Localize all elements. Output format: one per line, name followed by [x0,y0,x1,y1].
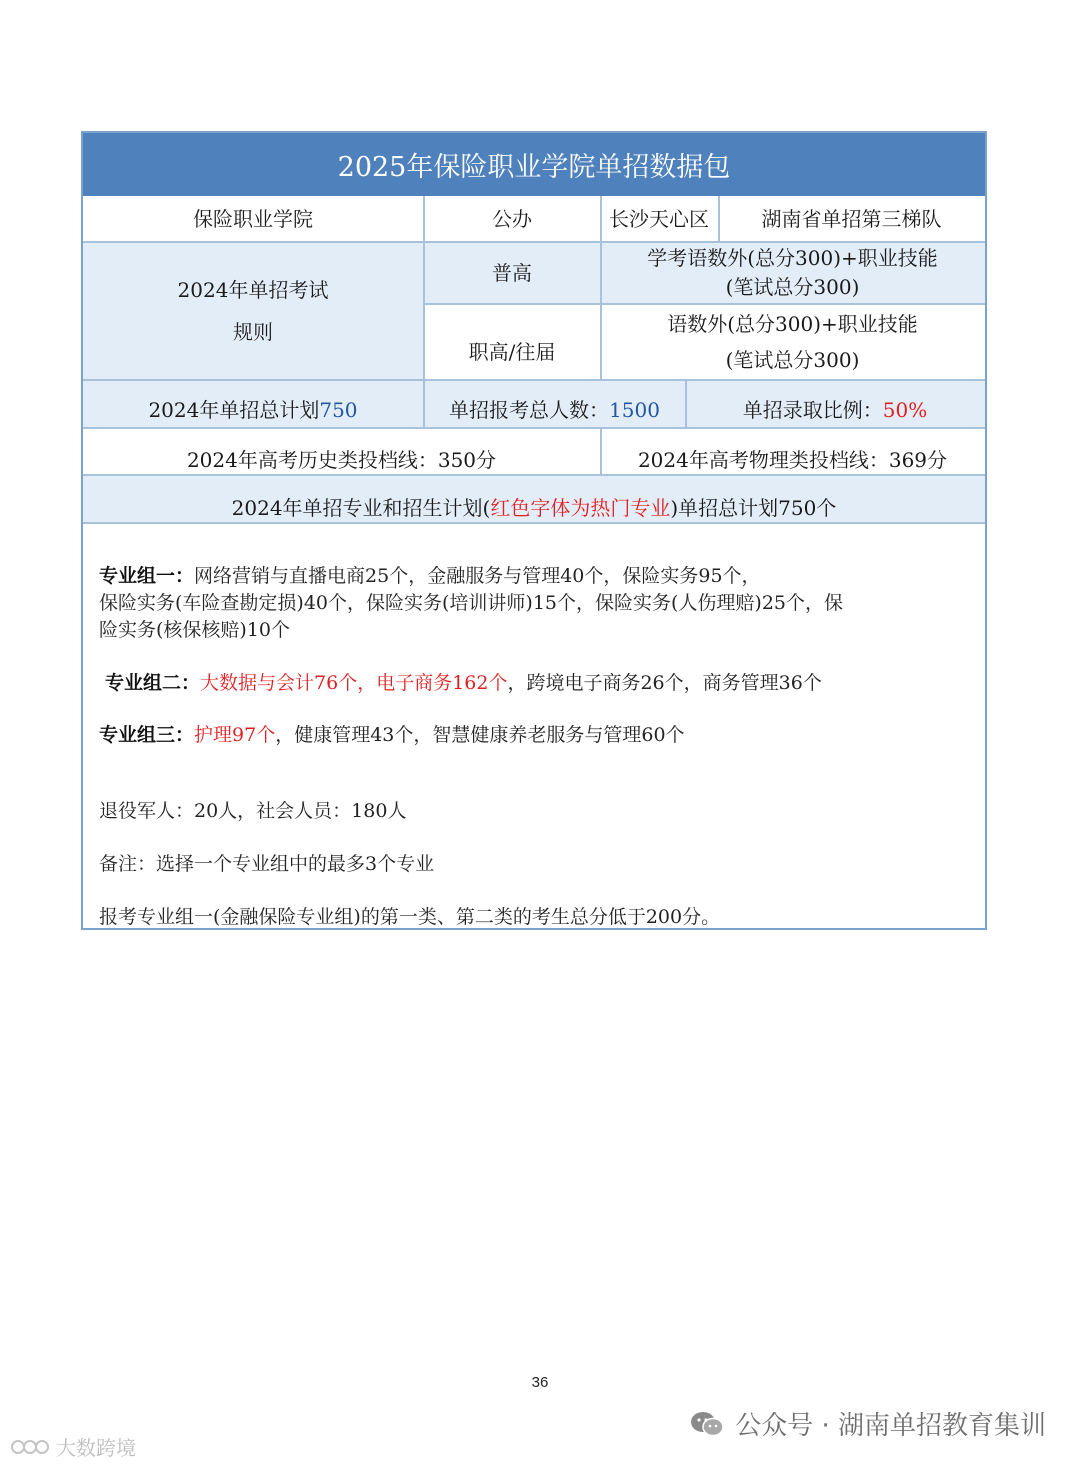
remark-note: 备注：选择一个专业组中的最多3个专业 [99,853,435,875]
school-name-cell: 保险职业学院 [193,207,313,231]
rule-line [83,427,985,429]
rule-line [600,428,602,475]
rule-line [83,241,985,243]
rule-line [83,522,985,524]
group-two-paragraph: 专业组二：大数据与会计76个，电子商务162个，跨境电子商务26个，商务管理36个 [105,672,822,694]
vocational-rule: 语数外(总分300)+职业技能 (笔试总分300) [667,311,918,372]
vocational-label: 职高/往届 [468,339,556,364]
page-number: 36 [531,1374,549,1391]
data-sheet [81,131,987,930]
exam-rules-label: 2024年单招考试 规则 [83,242,423,379]
rule-line [423,196,425,428]
general-high-rule: 学考语数外(总分300)+职业技能 (笔试总分300) [600,242,985,303]
watermark-left-text: 大数跨境 [56,1436,136,1460]
location-cell: 长沙天心区 [609,207,709,231]
physics-line-cell: 2024年高考物理类投档线：369分 [637,447,948,472]
rule-line [600,196,602,379]
history-line-cell: 2024年高考历史类投档线：350分 [186,447,497,472]
admission-ratio-cell: 单招录取比例： 50% [685,379,985,427]
watermark-right [689,1405,1046,1442]
rule-line [83,379,985,381]
group-three-paragraph: 专业组三：护理97个，健康管理43个，智慧健康养老服务与管理60个 [99,724,685,746]
rule-line [685,379,687,427]
plan-header: 2024年单招专业和招生计划( 红色字体为热门专业 )单招总计划750个 [83,475,985,522]
rule-line [718,196,720,242]
group-one-paragraph: 专业组一：网络营销与直播电商25个，金融服务与管理40个，保险实务95个， 保险实务(车险查勘定损)40个，保险实务(培训讲师)15个，保险实务(人伤理赔)25个，保 险实务(核保核赔)10个 [99,565,844,641]
applicants-cell: 单招报考总人数： 1500 [424,379,685,427]
wechat-icon [689,1410,725,1438]
watermark-left [10,1432,136,1461]
tier-cell: 湖南省单招第三梯队 [761,207,942,231]
sheet-title: 2025年保险职业学院单招数据包 [83,133,985,196]
veterans-note: 退役军人：20人，社会人员：180人 [99,800,407,822]
rule-line [83,474,985,476]
brand-logo-icon [10,1436,50,1458]
score-note: 报考专业组一(金融保险专业组)的第一类、第二类的考生总分低于200分。 [99,906,721,928]
general-high-label: 普高 [424,242,600,303]
watermark-right-text: 公众号 · 湖南单招教育集训 [735,1411,1046,1441]
rule-line [424,303,985,305]
total-plan-cell: 2024年单招总计划 750 [83,379,423,427]
school-type-cell: 公办 [492,207,532,231]
